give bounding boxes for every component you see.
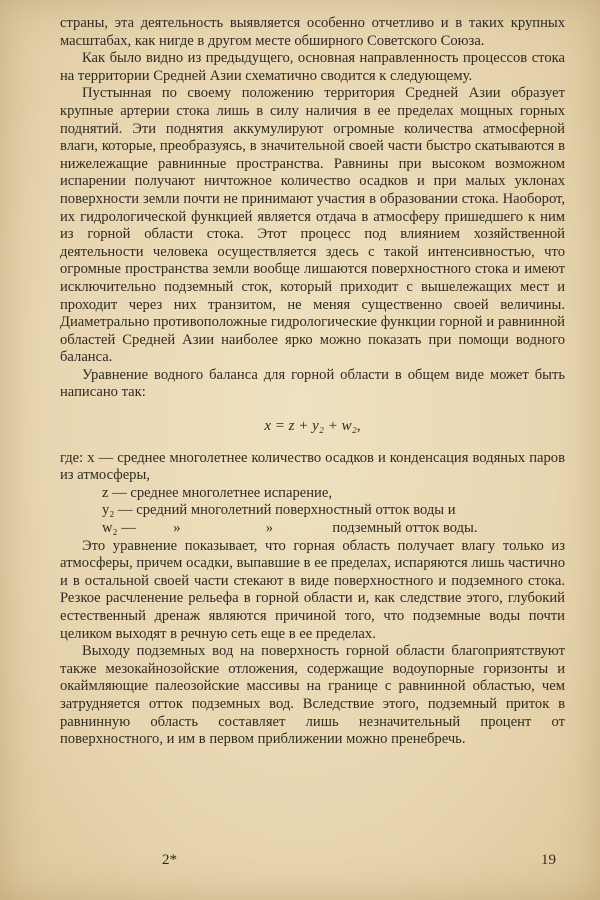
- paragraph-6: Выходу подземных вод на поверхность горной области благоприятствуют также мезокайнозойские отложения, содержащие водоупорные горизонты и окаймляющие палеозойские массивы на границе с равнинной областью, чем затрудняется отток подземных вод. Вследствие этого, подземный приток в равнинную область составляет лишь незначительный процент от поверхностного, и им в первом приближении можно пренебречь.: [60, 643, 565, 748]
- page-number: 19: [541, 852, 556, 868]
- variable-definitions: [60, 450, 565, 538]
- paragraph-4: Уравнение водного баланса для горной области в общем виде может быть написано так:: [60, 366, 565, 401]
- paragraph-2: Как было видно из предыдущего, основная направленность процессов стока на территории Средней Азии схематично сводится к следующему.: [60, 50, 565, 84]
- definition-w2-text: подземный отток воды.: [332, 520, 478, 537]
- definition-w2-symbol: w₂ —: [102, 520, 136, 537]
- paragraph-5: Это уравнение показывает, что горная область получает влагу только из атмосферы, причем осадки, выпавшие в ее пределах, испаряются лишь частично и в остальной своей части стекают в виде поверхностного и подземного стока. Резкое расчленение рельефа в горной области и, как следствие этого, глубокий естественный дренаж являются причиной того, что подземные воды почти целиком выходят в речную сеть еще в ее пределах.: [60, 537, 565, 642]
- signature-mark: 2*: [162, 852, 177, 868]
- definition-y2: y₂ — средний многолетний поверхностный отток воды и: [102, 502, 456, 519]
- page-footer: [0, 852, 600, 876]
- ditto-mark-1: »: [173, 520, 181, 537]
- paragraph-1: страны, эта деятельность выявляется особенно отчетливо и в таких крупных масштабах, как нигде в другом месте обширного Советского Союза.: [60, 15, 565, 49]
- definition-w2: [102, 520, 565, 538]
- page-text: [60, 15, 565, 749]
- paragraph-3: Пустынная по своему положению территория Средней Азии образует крупные артерии стока лишь в силу наличия в ее пределах мощных горных поднятий. Эти поднятия аккумулируют огромные количества атмосферной влаги, которые, преобразуясь, в значительной своей части быстро скатываются в нижележащие равнинные пространства. Равнины при высоком возможном испарении получают ничтожное количество осадков и при малых уклонах поверхности земли почти не принимают участия в образовании стока. Наоборот, их гидрологической функцией является отдача в атмосферу пришедшего к ним из горной области стока. Этот процесс под влиянием хозяйственной деятельности человека осуществляется здесь с такой интенсивностью, что огромные пространства земли вообще лишаются поверхностного стока и имеют исключительно подземный сток, который приходит с вышележащих мест и проходит через них транзитом, не меняя существенно своей величины. Диаметрально противоположные гидрологические функции горной и равнинной областей Средней Азии наиболее ярко можно показать при помощи водного баланса.: [60, 85, 565, 366]
- definition-x: где: x — среднее многолетнее количество осадков и конденсация водяных паров из атмосферы,: [60, 449, 565, 484]
- water-balance-equation: x = z + y₂ + w₂,: [264, 418, 361, 435]
- definition-z: z — среднее многолетнее испарение,: [102, 484, 332, 501]
- ditto-mark-2: »: [265, 520, 274, 537]
